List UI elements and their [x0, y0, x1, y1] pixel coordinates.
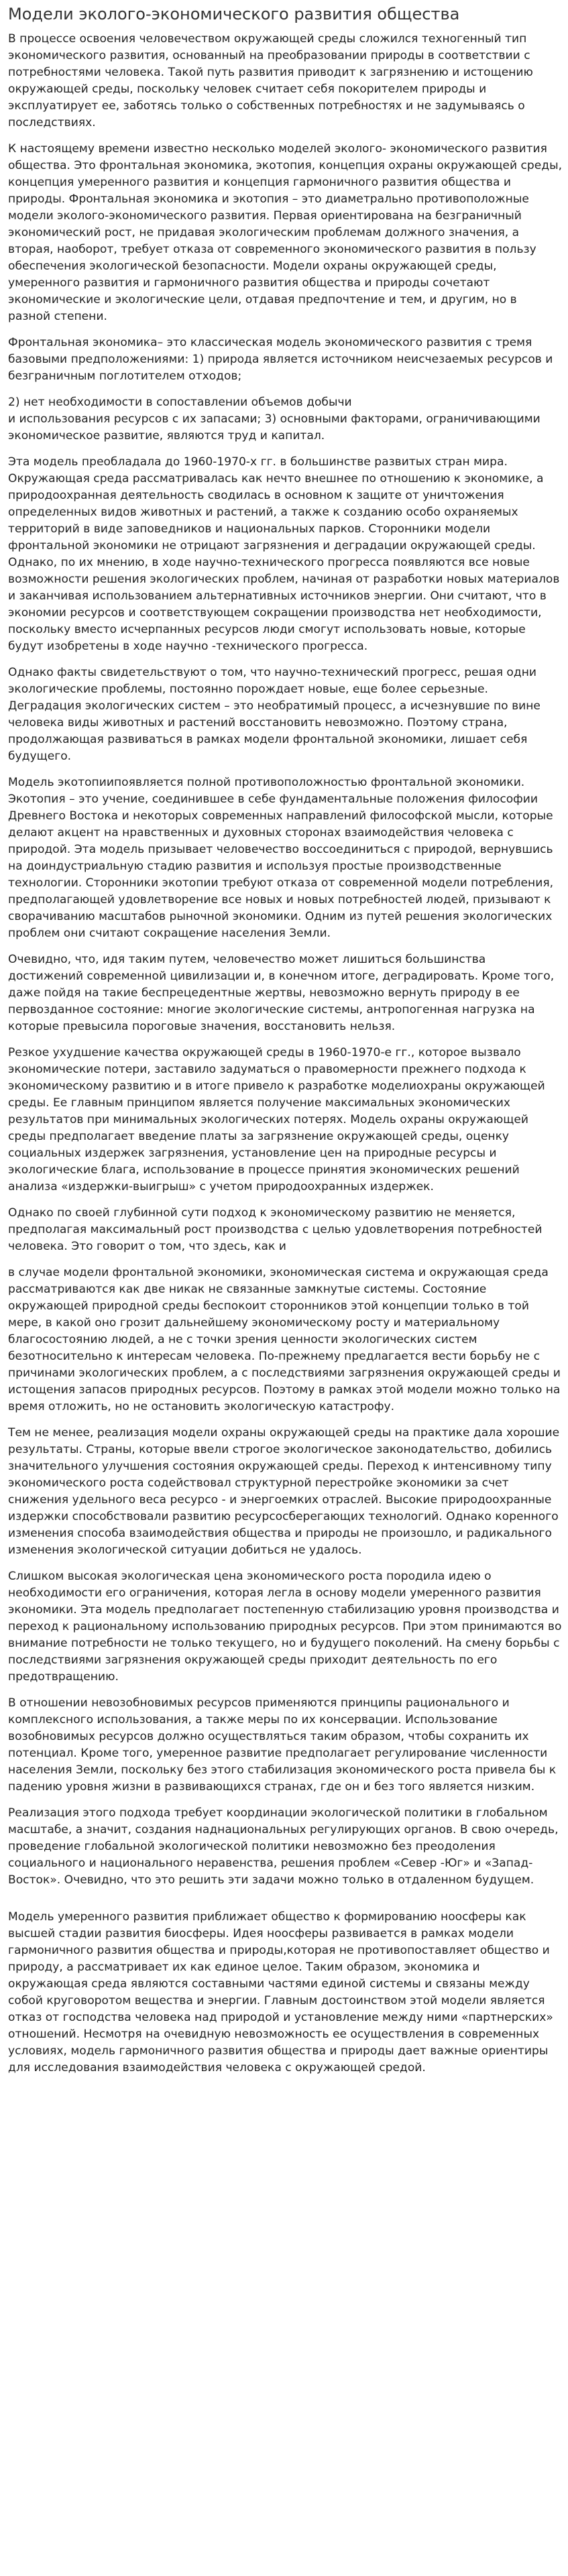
paragraph: Эта модель преобладала до 1960-1970-х гг. в большинстве развитых стран мира. Окружающая среда рассматривалась как нечто внешнее по отношению к экономике, а природоохранная деятельность сводилась в основном к защите от уничтожения определенных видов животных и растений, а также к созданию особо охраняемых территорий в виде заповедников и национальных парков. Сторонники модели фронтальной экономики не отрицают загрязнения и деградации окружающей среды. Однако, по их мнению, в ходе научно-технического прогресса появляются все новые возможности решения экологических проблем, начиная от разработки новых материалов и заканчивая использованием альтернативных источников энергии. Они считают, что в экономии ресурсов и соответствующем сокращении производства нет необходимости, поскольку вместо исчерпанных ресурсов люди смогут использовать новые, которые будут изобретены в ходе научно -технического прогресса. [8, 455, 560, 653]
paragraph: Очевидно, что, идя таким путем, человечество может лишиться большинства достижений современной цивилизации и, в конечном итоге, деградировать. Кроме того, даже пойдя на такие беспрецедентные жертвы, невозможно вернуть природу в ее первозданное состояние: многие экологические системы, антропогенная нагрузка на которые превысила пороговые значения, восстановить нельзя. [8, 953, 555, 1033]
paragraph: Однако по своей глубинной сути подход к экономическому развитию не меняется, предполагая максимальный рост производства с целью удовлетворения потребностей человека. Это говорит о том, что здесь, как и [8, 1206, 543, 1253]
paragraph: 2) нет необходимости в сопоставлении объемов добычи и использования ресурсов с их запасами; 3) основными факторами, ограничивающими экономическое развитие, являются труд и капитал. [8, 396, 541, 443]
page-title: Модели эколого-экономического развития общества [8, 5, 460, 23]
paragraph: В процессе освоения человечеством окружающей среды сложился техногенный тип экономического развития, основанный на преобразовании природы в соответствии с потребностями человека. Такой путь развития приводит к загрязнению и истощению окружающей среды, поскольку человек считает себя покорителем природы и эксплуатирует ее, заботясь только о собственных потребностях и не задумываясь о последствиях. [8, 32, 533, 129]
paragraph: Тем не менее, реализация модели охраны окружающей среды на практике дала хорошие результаты. Страны, которые ввели строгое экологическое законодательство, добились значительного улучшения состояния окружающей среды. Переход к интенсивному типу экономического роста содействовал структурной перестройке экономики за счет снижения удельного веса ресурсо - и энергоемких отраслей. Высокие природоохранные издержки способствовали развитию ресурсосберегающих технологий. Однако коренного изменения способа взаимодействия общества и природы не произошло, и радикального изменения экологической ситуации добиться не удалось. [8, 1426, 560, 1557]
paragraph: в случае модели фронтальной экономики, экономическая система и окружающая среда рассматриваются как две никак не связанные замкнутые системы. Состояние окружающей природной среды беспокоит сторонников этой концепции только в той мере, в какой оно грозит дальнейшему экономическому росту и материальному благосостоянию людей, а не с точки зрения ценности экологических систем безотносительно к интересам человека. По-прежнему предлагается вести борьбу не с причинами экологических проблем, а с последствиями загрязнения окружающей среды и истощения запасов природных ресурсов. Поэтому в рамках этой модели можно только на время отложить, но не остановить экологическую катастрофу. [8, 1266, 561, 1413]
paragraph: Слишком высокая экологическая цена экономического роста породила идею о необходимости его ограничения, которая легла в основу модели умеренного развития экономики. Эта модель предполагает постепенную стабилизацию уровня производства и переход к рациональному использованию природных ресурсов. При этом принимаются во внимание потребности не только текущего, но и будущего поколений. На смену борьбы с последствиями загрязнения окружающей среды приходит деятельность по его предотвращению. [8, 1570, 562, 1684]
paragraph: В отношении невозобновимых ресурсов применяются принципы рационального и комплексного использования, а также меры по их консервации. Использование возобновимых ресурсов должно осуществляться таким образом, чтобы сохранить их потенциал. Кроме того, умеренное развитие предполагает регулирование численности населения Земли, поскольку без этого стабилизация экономического роста привела бы к падению уровня жизни в развивающихся странах, где он и без того является низким. [8, 1696, 557, 1794]
paragraph: Модель экотопиипоявляется полной противоположностью фронтальной экономики. Экотопия – это учение, соединившее в себе фундаментальные положения философии Древнего Востока и некоторых современных направлений философской мысли, которые делают акцент на нравственных и духовных сторонах взаимодействия человека с природой. Эта модель призывает человечество воссоединиться с природой, вернувшись на доиндустриальную стадию развития и используя простые производственные технологии. Сторонники экотопии требуют отказа от современной модели потребления, предполагающей удовлетворение все новых и новых потребностей людей, призывают к сворачиванию масштабов рыночной экономики. Одним из путей решения экологических проблем они считают сокращение населения Земли. [8, 776, 554, 940]
paragraph: Однако факты свидетельствуют о том, что научно-технический прогресс, решая одни экологические проблемы, постоянно порождает новые, еще более серьезные. Деградация экологических систем – это необратимый процесс, а исчезнувшие по вине человека виды животных и растений восстановить невозможно. Поэтому страна, продолжающая развиваться в рамках модели фронтальной экономики, лишает себя будущего. [8, 666, 541, 763]
paragraph: Модель умеренного развития приближает общество к формированию ноосферы как высшей стадии развития биосферы. Идея ноосферы развивается в рамках модели гармоничного развития общества и природы,которая не противопоставляет общество и природу, а рассматривает их как единое целое. Таким образом, экономика и окружающая среда являются составными частями единой системы и связаны между собой круговоротом вещества и энергии. Главным достоинством этой модели является отказ от господства человека над природой и установление между ними «партнерских» отношений. Несмотря на очевидную невозможность ее осуществления в современных условиях, модель гармоничного развития общества и природы дает важные ориентиры для исследования взаимодействия человека с окружающей средой. [8, 1910, 553, 2074]
paragraph: Резкое ухудшение качества окружающей среды в 1960-1970-е гг., которое вызвало экономические потери, заставило задуматься о правомерности прежнего подхода к экономическому развитию и в итоге привело к разработке моделиохраны окружающей среды. Ее главным принципом является получение максимальных экономических результатов при минимальных экологических потерях. Модель охраны окружающей среды предполагает введение платы за загрязнение окружающей среды, оценку социальных издержек загрязнения, установление цен на природные ресурсы и экологические блага, использование в процессе принятия экономических решений анализа «издержки-выигрыш» с учетом природоохранных издержек. [8, 1046, 545, 1193]
paragraph: К настоящему времени известно несколько моделей эколого- экономического развития общества. Это фронтальная экономика, экотопия, концепция охраны окружающей среды, концепция умеренного развития и концепция гармоничного развития общества и природы. Фронтальная экономика и экотопия – это диаметрально противоположные модели эколого-экономического развития. Первая ориентирована на безграничный экономический рост, не придавая экологическим проблемам должного значения, а вторая, наоборот, требует отказа от современного экономического развития в пользу обеспечения экологической безопасности. Модели охраны окружающей среды, умеренного развития и гармоничного развития общества и природы сочетают экономические и экологические цели, отдавая предпочтение и тем, и другим, но в разной степени. [8, 142, 563, 323]
paragraph: Реализация этого подхода требует координации экологической политики в глобальном масштабе, а значит, создания наднациональных регулирующих органов. В свою очередь, проведение глобальной экологической политики невозможно без преодоления социального и национального неравенства, решения проблем «Север -Юг» и «Запад- Восток». Очевидно, что это решить эти задачи можно только в отдаленном будущем. [8, 1806, 559, 1887]
paragraph: Фронтальная экономика– это классическая модель экономического развития с тремя базовыми предположениями: 1) природа является источником неисчезаемых ресурсов и безграничным поглотителем отходов; [8, 336, 553, 383]
